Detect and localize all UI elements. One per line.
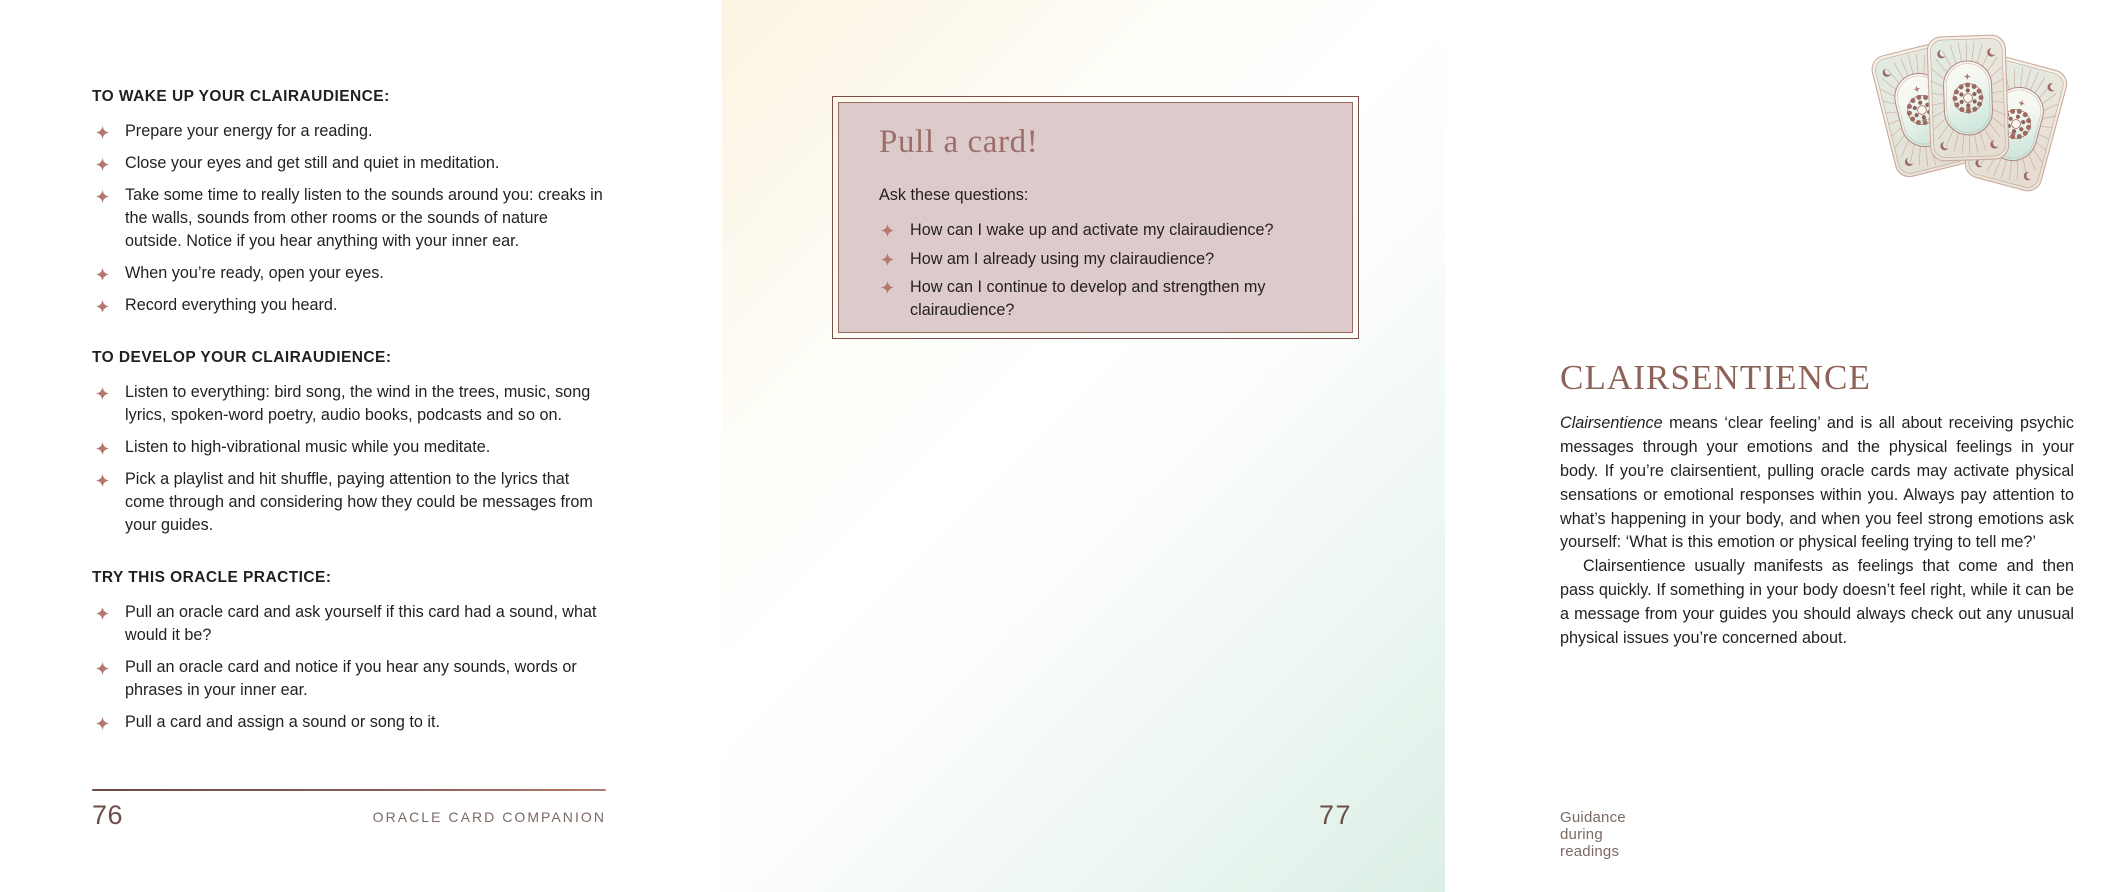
list-item-text: Pull an oracle card and notice if you hear any sounds, words or phrases in your inner ear.: [125, 658, 577, 699]
list-item-text: Listen to everything: bird song, the wind in the trees, music, song lyrics, spoken-word poetry, audio books, podcasts and so on.: [125, 383, 591, 424]
bullet-list: [92, 381, 608, 537]
sparkle-bullet-icon: [96, 158, 109, 171]
list-item: [92, 656, 608, 702]
footer-divider: [92, 789, 606, 791]
section-try-oracle-practice: [92, 569, 608, 734]
bullet-list: [92, 601, 608, 734]
sparkle-bullet-icon: [96, 474, 109, 487]
section-heading: TO WAKE UP YOUR CLAIRAUDIENCE:: [92, 88, 390, 105]
bullet-list: [92, 120, 608, 317]
pull-a-card-title: Pull a card!: [879, 124, 1039, 160]
sparkle-bullet-icon: [881, 253, 894, 266]
list-item: [92, 601, 608, 647]
list-item: [879, 219, 1322, 242]
right-page: [722, 0, 2074, 892]
clairsentience-body: [1560, 412, 2074, 651]
sparkle-bullet-icon: [96, 662, 109, 675]
list-item-text: Pull an oracle card and ask yourself if this card had a sound, what would it be?: [125, 603, 597, 644]
list-item: [92, 711, 608, 734]
list-item-text: How can I wake up and activate my clairaudience?: [910, 221, 1274, 239]
list-item: [879, 248, 1322, 271]
pull-a-card-panel: [832, 96, 1359, 339]
page-number-right: 77: [1318, 800, 1352, 830]
list-item-text: How am I already using my clairaudience?: [910, 249, 1215, 268]
question-list: [879, 219, 1322, 322]
list-item: [92, 436, 608, 459]
list-item: [92, 381, 608, 427]
section-heading: TO DEVELOP YOUR CLAIRAUDIENCE:: [92, 349, 392, 366]
sparkle-bullet-icon: [96, 717, 109, 730]
term-clairsentience: Clairsentience: [1560, 414, 1663, 432]
sparkle-bullet-icon: [96, 268, 109, 281]
list-item-text: Pull a card and assign a sound or song to it.: [125, 713, 440, 731]
running-head-right: Guidance during readings: [1560, 809, 1626, 860]
list-item: [92, 152, 608, 175]
paragraph-2: Clairsentience usually manifests as feelings that come and then pass quickly. If something in your body doesn’t feel right, while it can be a message from your guides you should always check out any unusual physical issues you’re concerned about.: [1560, 557, 2074, 648]
sparkle-bullet-icon: [881, 224, 894, 237]
list-item-text: Take some time to really listen to the sounds around you: creaks in the walls, sounds from other rooms or the sounds of nature outside. Notice if you hear anything with your inner ear.: [125, 186, 603, 250]
sparkle-bullet-icon: [96, 190, 109, 203]
list-item: [92, 262, 608, 285]
list-item-text: Prepare your energy for a reading.: [125, 122, 373, 140]
section-develop-clairaudience: [92, 349, 608, 537]
pull-a-card-panel-inner: [838, 102, 1353, 333]
section-wake-up-clairaudience: [92, 88, 608, 317]
sparkle-bullet-icon: [881, 281, 894, 294]
paragraph-1: [1560, 412, 2074, 555]
list-item-text: Record everything you heard.: [125, 296, 338, 314]
sparkle-bullet-icon: [96, 442, 109, 455]
list-item: [92, 184, 608, 253]
list-item-text: How can I continue to develop and strengthen my clairaudience?: [910, 278, 1266, 320]
sparkle-bullet-icon: [96, 387, 109, 400]
list-item-text: Listen to high-vibrational music while you meditate.: [125, 438, 491, 456]
oracle-cards-illustration: [1867, 10, 2117, 205]
clairsentience-heading: CLAIRSENTIENCE: [1560, 358, 1871, 397]
sparkle-bullet-icon: [96, 607, 109, 620]
page-number-left: 76: [92, 800, 124, 830]
section-heading: TRY THIS ORACLE PRACTICE:: [92, 569, 332, 586]
list-item: [879, 276, 1322, 321]
running-head-left: ORACLE CARD COMPANION: [372, 809, 606, 825]
left-page: [0, 0, 722, 892]
sparkle-bullet-icon: [96, 300, 109, 313]
paragraph-1-text: means ‘clear feeling’ and is all about receiving psychic messages through your emotions and the physical feelings in your body. If you’re clairsentient, pulling oracle cards may activate physical sensations or emotional responses within you. Always pay attention to what’s happening in your body, and when you feel strong emotions ask yourself: ‘What is this emotion or physical feeling trying to tell me?’: [1560, 414, 2074, 552]
sparkle-bullet-icon: [96, 126, 109, 139]
list-item: [92, 468, 608, 537]
ask-questions-label: Ask these questions:: [879, 186, 1029, 204]
left-page-content: [92, 88, 608, 734]
list-item-text: Close your eyes and get still and quiet in meditation.: [125, 154, 500, 172]
list-item-text: When you’re ready, open your eyes.: [125, 264, 384, 282]
list-item: [92, 120, 608, 143]
list-item-text: Pick a playlist and hit shuffle, paying attention to the lyrics that come through and considering how they could be messages from your guides.: [125, 470, 593, 534]
list-item: [92, 294, 608, 317]
